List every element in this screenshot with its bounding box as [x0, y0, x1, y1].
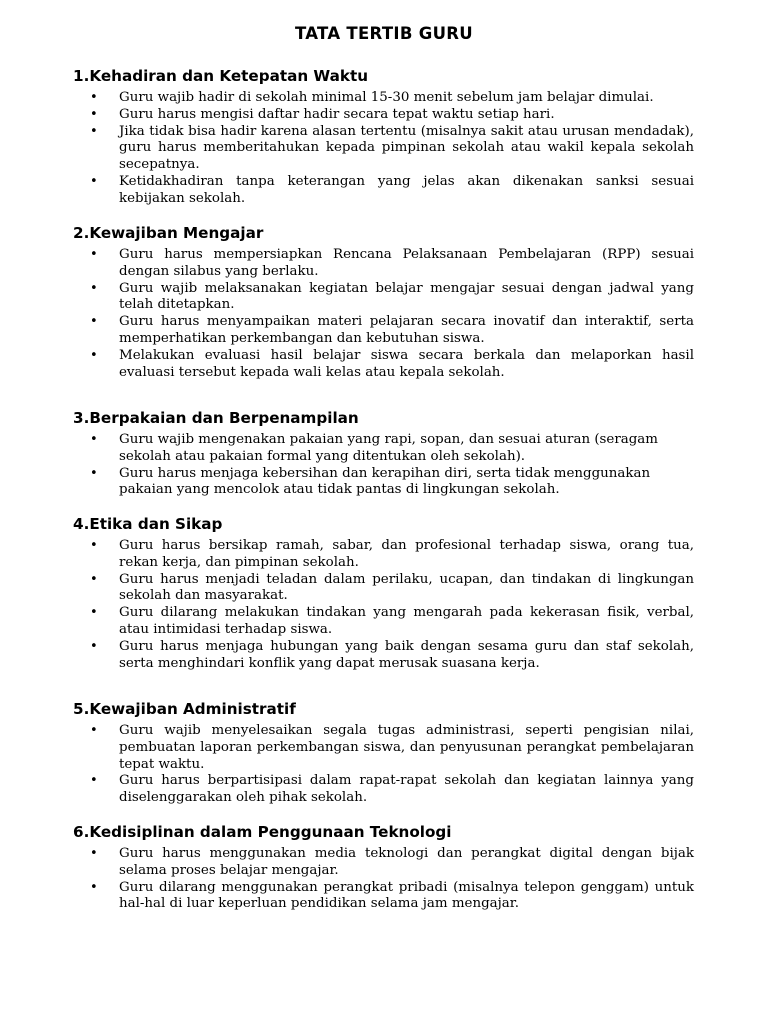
list-item-text: Guru harus mempersiapkan Rencana Pelaksanaan Pembelajaran (RPP) sesuai dengan silabus yang berlaku.: [119, 247, 694, 279]
bullet-icon: •: [90, 846, 98, 861]
list-item-text: Guru dilarang menggunakan perangkat pribadi (misalnya telepon genggam) untuk hal-hal di luar keperluan pendidikan selama jam mengajar.: [119, 879, 694, 912]
bullet-icon: •: [90, 605, 98, 621]
list-item-text: Guru harus bersikap ramah, sabar, dan profesional terhadap siswa, orang tua, rekan kerja, dan pimpinan sekolah.: [119, 538, 694, 570]
bullet-icon: •: [90, 280, 98, 296]
section-number: 6.: [73, 823, 90, 841]
bullet-list: [0, 538, 768, 672]
bullet-icon: •: [90, 106, 98, 122]
section-number: 3.: [73, 409, 90, 427]
bullet-list: [0, 846, 768, 913]
list-item: [0, 639, 694, 673]
bullet-icon: •: [90, 432, 98, 447]
bullet-list: [0, 247, 768, 381]
list-item: [0, 314, 694, 348]
list-item-text: Melakukan evaluasi hasil belajar siswa secara berkala dan melaporkan hasil evaluasi tersebut kepada wali kelas atau kepala sekolah.: [119, 347, 694, 380]
section-heading: [73, 514, 222, 534]
list-item-text: Guru harus mengisi daftar hadir secara tepat waktu setiap hari.: [119, 106, 555, 122]
bullet-icon: •: [90, 314, 98, 330]
document-title: TATA TERTIB GURU: [294, 24, 473, 43]
section-heading: [73, 223, 263, 243]
list-item: [0, 846, 694, 880]
bullet-icon: •: [90, 123, 98, 139]
section-title: Kehadiran dan Ketepatan Waktu: [89, 67, 369, 85]
list-item-text: Jika tidak bisa hadir karena alasan tertentu (misalnya sakit atau urusan mendadak), guru harus memberitahukan kepada pimpinan sekolah atau wakil kepala sekolah secepatnya.: [119, 123, 694, 173]
list-item: [0, 247, 694, 281]
list-item: [0, 432, 694, 466]
bullet-list: [0, 723, 768, 807]
bullet-icon: •: [90, 879, 98, 895]
list-item-text: Guru wajib mengenakan pakaian yang rapi, sopan, dan sesuai aturan (seragam sekolah atau pakaian formal yang ditentukan oleh sekolah).: [119, 432, 658, 464]
list-item: [0, 124, 694, 174]
list-item: [0, 538, 694, 572]
list-item: [0, 723, 694, 773]
section-heading: [73, 408, 359, 428]
bullet-icon: •: [90, 538, 98, 553]
bullet-list: [0, 432, 768, 499]
section-title: Kewajiban Mengajar: [89, 224, 264, 242]
bullet-icon: •: [90, 247, 98, 262]
list-item-text: Guru harus berpartisipasi dalam rapat-rapat sekolah dan kegiatan lainnya yang diselenggarakan oleh pihak sekolah.: [119, 773, 694, 806]
section-number: 1.: [73, 67, 90, 85]
list-item-text: Guru harus menjaga kebersihan dan kerapihan diri, serta tidak menggunakan pakaian yang mencolok atau tidak pantas di lingkungan sekolah.: [119, 465, 651, 498]
list-item: [0, 880, 694, 914]
section-heading: [73, 822, 452, 842]
list-item: [0, 466, 694, 500]
list-item-text: Guru harus menyampaikan materi pelajaran secara inovatif dan interaktif, serta memperhatikan perkembangan dan kebutuhan siswa.: [119, 314, 694, 346]
bullet-icon: •: [90, 465, 98, 481]
section-title: Etika dan Sikap: [89, 515, 223, 533]
list-item: [0, 174, 694, 208]
list-item: [0, 605, 694, 639]
list-item: [0, 107, 694, 124]
list-item: [0, 348, 694, 382]
bullet-icon: •: [90, 723, 98, 738]
list-item: [0, 572, 694, 606]
list-item-text: Guru wajib menyelesaikan segala tugas administrasi, seperti pengisian nilai, pembuatan laporan perkembangan siswa, dan penyusunan perangkat pembelajaran tepat waktu.: [119, 723, 694, 772]
section-number: 4.: [73, 515, 90, 533]
bullet-icon: •: [90, 173, 98, 189]
list-item-text: Guru harus menggunakan media teknologi dan perangkat digital dengan bijak selama proses belajar mengajar.: [119, 846, 694, 878]
bullet-icon: •: [90, 90, 98, 105]
bullet-icon: •: [90, 571, 98, 587]
bullet-icon: •: [90, 347, 98, 363]
bullet-list: [0, 90, 768, 208]
section-number: 2.: [73, 224, 90, 242]
bullet-icon: •: [90, 638, 98, 654]
list-item-text: Ketidakhadiran tanpa keterangan yang jelas akan dikenakan sanksi sesuai kebijakan sekolah.: [119, 173, 694, 206]
section-heading: [73, 66, 368, 86]
section-title: Kewajiban Administratif: [89, 700, 296, 718]
section-title: Kedisiplinan dalam Penggunaan Teknologi: [89, 823, 452, 841]
list-item-text: Guru harus menjaga hubungan yang baik dengan sesama guru dan staf sekolah, serta menghindari konflik yang dapat merusak suasana kerja.: [119, 638, 694, 671]
section-number: 5.: [73, 700, 90, 718]
list-item: [0, 90, 694, 107]
bullet-icon: •: [90, 773, 98, 789]
list-item: [0, 773, 694, 807]
list-item-text: Guru harus menjadi teladan dalam perilaku, ucapan, dan tindakan di lingkungan sekolah dan masyarakat.: [119, 571, 694, 604]
list-item-text: Guru dilarang melakukan tindakan yang mengarah pada kekerasan fisik, verbal, atau intimidasi terhadap siswa.: [119, 605, 694, 637]
list-item: [0, 281, 694, 315]
section-title: Berpakaian dan Berpenampilan: [89, 409, 359, 427]
list-item-text: Guru wajib melaksanakan kegiatan belajar mengajar sesuai dengan jadwal yang telah ditetapkan.: [119, 280, 694, 313]
list-item-text: Guru wajib hadir di sekolah minimal 15-30 menit sebelum jam belajar dimulai.: [119, 90, 654, 105]
section-heading: [73, 699, 296, 719]
